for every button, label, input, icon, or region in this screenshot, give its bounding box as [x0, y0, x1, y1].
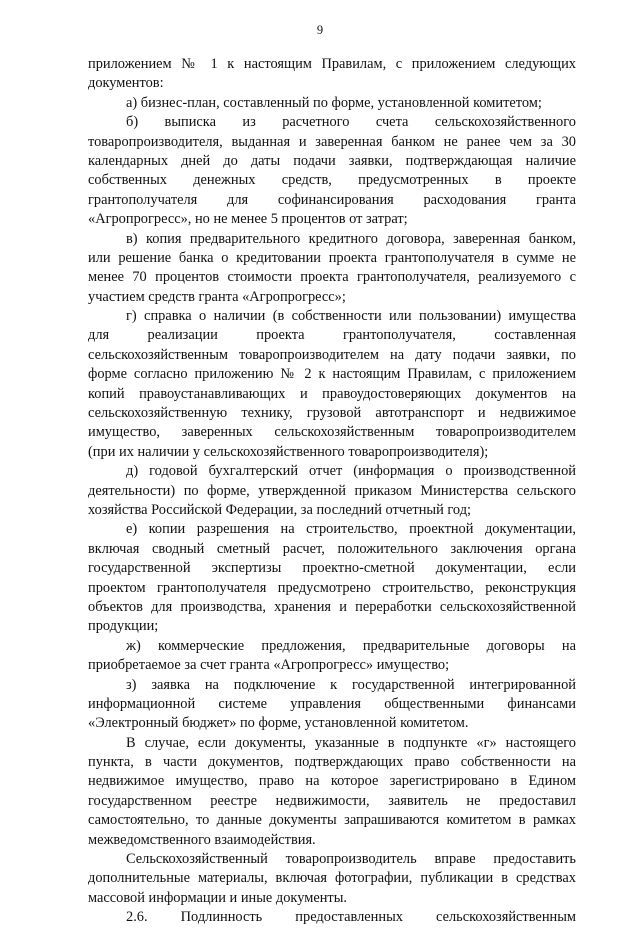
text-line: форме согласно приложению № 2 к настоящим Правилам, с приложением: [88, 366, 576, 383]
text-line: информационной системе управления общественными финансами: [88, 695, 576, 712]
text-line: г) справка о наличии (в собственности или пользовании) имущества: [126, 308, 576, 325]
text-line: пункта, в части документов, подтверждающих право собственности на: [88, 754, 576, 771]
text-line: д) годовой бухгалтерский отчет (информация о производственной: [126, 463, 576, 480]
text-line: продукции;: [88, 618, 159, 635]
text-line: дополнительные материалы, включая фотографии, публикации в средствах: [88, 870, 576, 887]
text-line: документов:: [88, 75, 164, 92]
page-number: 9: [316, 23, 324, 37]
text-line: менее 70 процентов стоимости проекта грантополучателя, реализуемого с: [88, 269, 576, 286]
text-line: включая сводный сметный расчет, положительного заключения органа: [88, 540, 576, 557]
text-line: 2.6. Подлинность предоставленных сельскохозяйственным: [126, 909, 576, 926]
text-line: е) копии разрешения на строительство, проектной документации,: [126, 521, 576, 538]
text-line: имущество, заверенных сельскохозяйственным товаропроизводителем: [88, 424, 576, 441]
text-line: самостоятельно, то данные документы запрашиваются комитетом в рамках: [88, 812, 576, 829]
text-line: хозяйства Российской Федерации, за последний отчетный год;: [88, 501, 472, 518]
text-line: проектом грантополучателя предусмотрено строительство, реконструкция: [88, 579, 576, 596]
text-line: государственной экспертизы проектно-сметной документации, если: [88, 560, 576, 577]
text-line: Сельскохозяйственный товаропроизводитель вправе предоставить: [126, 851, 576, 868]
text-line: б) выписка из расчетного счета сельскохозяйственного: [126, 114, 576, 131]
text-line: календарных дней до даты подачи заявки, подтверждающая наличие: [88, 152, 576, 169]
text-line: или решение банка о кредитовании проекта грантополучателя в сумме не: [88, 249, 576, 266]
text-line: деятельности) по форме, утвержденной приказом Министерства сельского: [88, 482, 576, 499]
text-line: а) бизнес-план, составленный по форме, установленной комитетом;: [126, 94, 542, 111]
text-line: ж) коммерческие предложения, предварительные договоры на: [126, 637, 576, 654]
document-body-text: [88, 55, 576, 928]
text-line: межведомственного взаимодействия.: [88, 831, 316, 848]
text-line: з) заявка на подключение к государственной интегрированной: [126, 676, 576, 693]
text-line: участием средств гранта «Агропрогресс»;: [88, 288, 346, 305]
text-line: собственных денежных средств, предусмотренных в проекте: [88, 172, 576, 189]
text-line: приложением № 1 к настоящим Правилам, с приложением следующих: [88, 56, 576, 72]
text-line: для реализации проекта грантополучателя, составленная: [88, 327, 576, 344]
text-line: «Агропрогресс», но не менее 5 процентов от затрат;: [88, 211, 408, 228]
text-line: массовой информации и иные документы.: [88, 889, 347, 906]
text-line: недвижимое имущество, право на которое зарегистрировано в Едином: [88, 773, 576, 790]
text-line: в) копия предварительного кредитного договора, заверенная банком,: [126, 230, 576, 247]
text-line: товаропроизводителя, выданная и заверенная банком не ранее чем за 30: [88, 133, 576, 150]
text-line: сельскохозяйственную технику, грузовой автотранспорт и недвижимое: [88, 405, 576, 422]
text-line: грантополучателя для софинансирования расходования гранта: [88, 191, 576, 208]
text-line: (при их наличии у сельскохозяйственного товаропроизводителя);: [88, 443, 489, 460]
text-line: копий правоустанавливающих и правоудостоверяющих документов на: [88, 385, 576, 402]
text-line: сельскохозяйственным товаропроизводителем на дату подачи заявки, по: [88, 346, 576, 363]
text-line: объектов для производства, хранения и переработки сельскохозяйственной: [88, 598, 576, 615]
text-line: В случае, если документы, указанные в подпункте «г» настоящего: [126, 734, 576, 751]
text-line: государственном реестре недвижимости, заявитель не предоставил: [88, 792, 576, 809]
text-line: приобретаемое за счет гранта «Агропрогресс» имущество;: [88, 657, 450, 674]
text-line: «Электронный бюджет» по форме, установленной комитетом.: [88, 715, 469, 732]
